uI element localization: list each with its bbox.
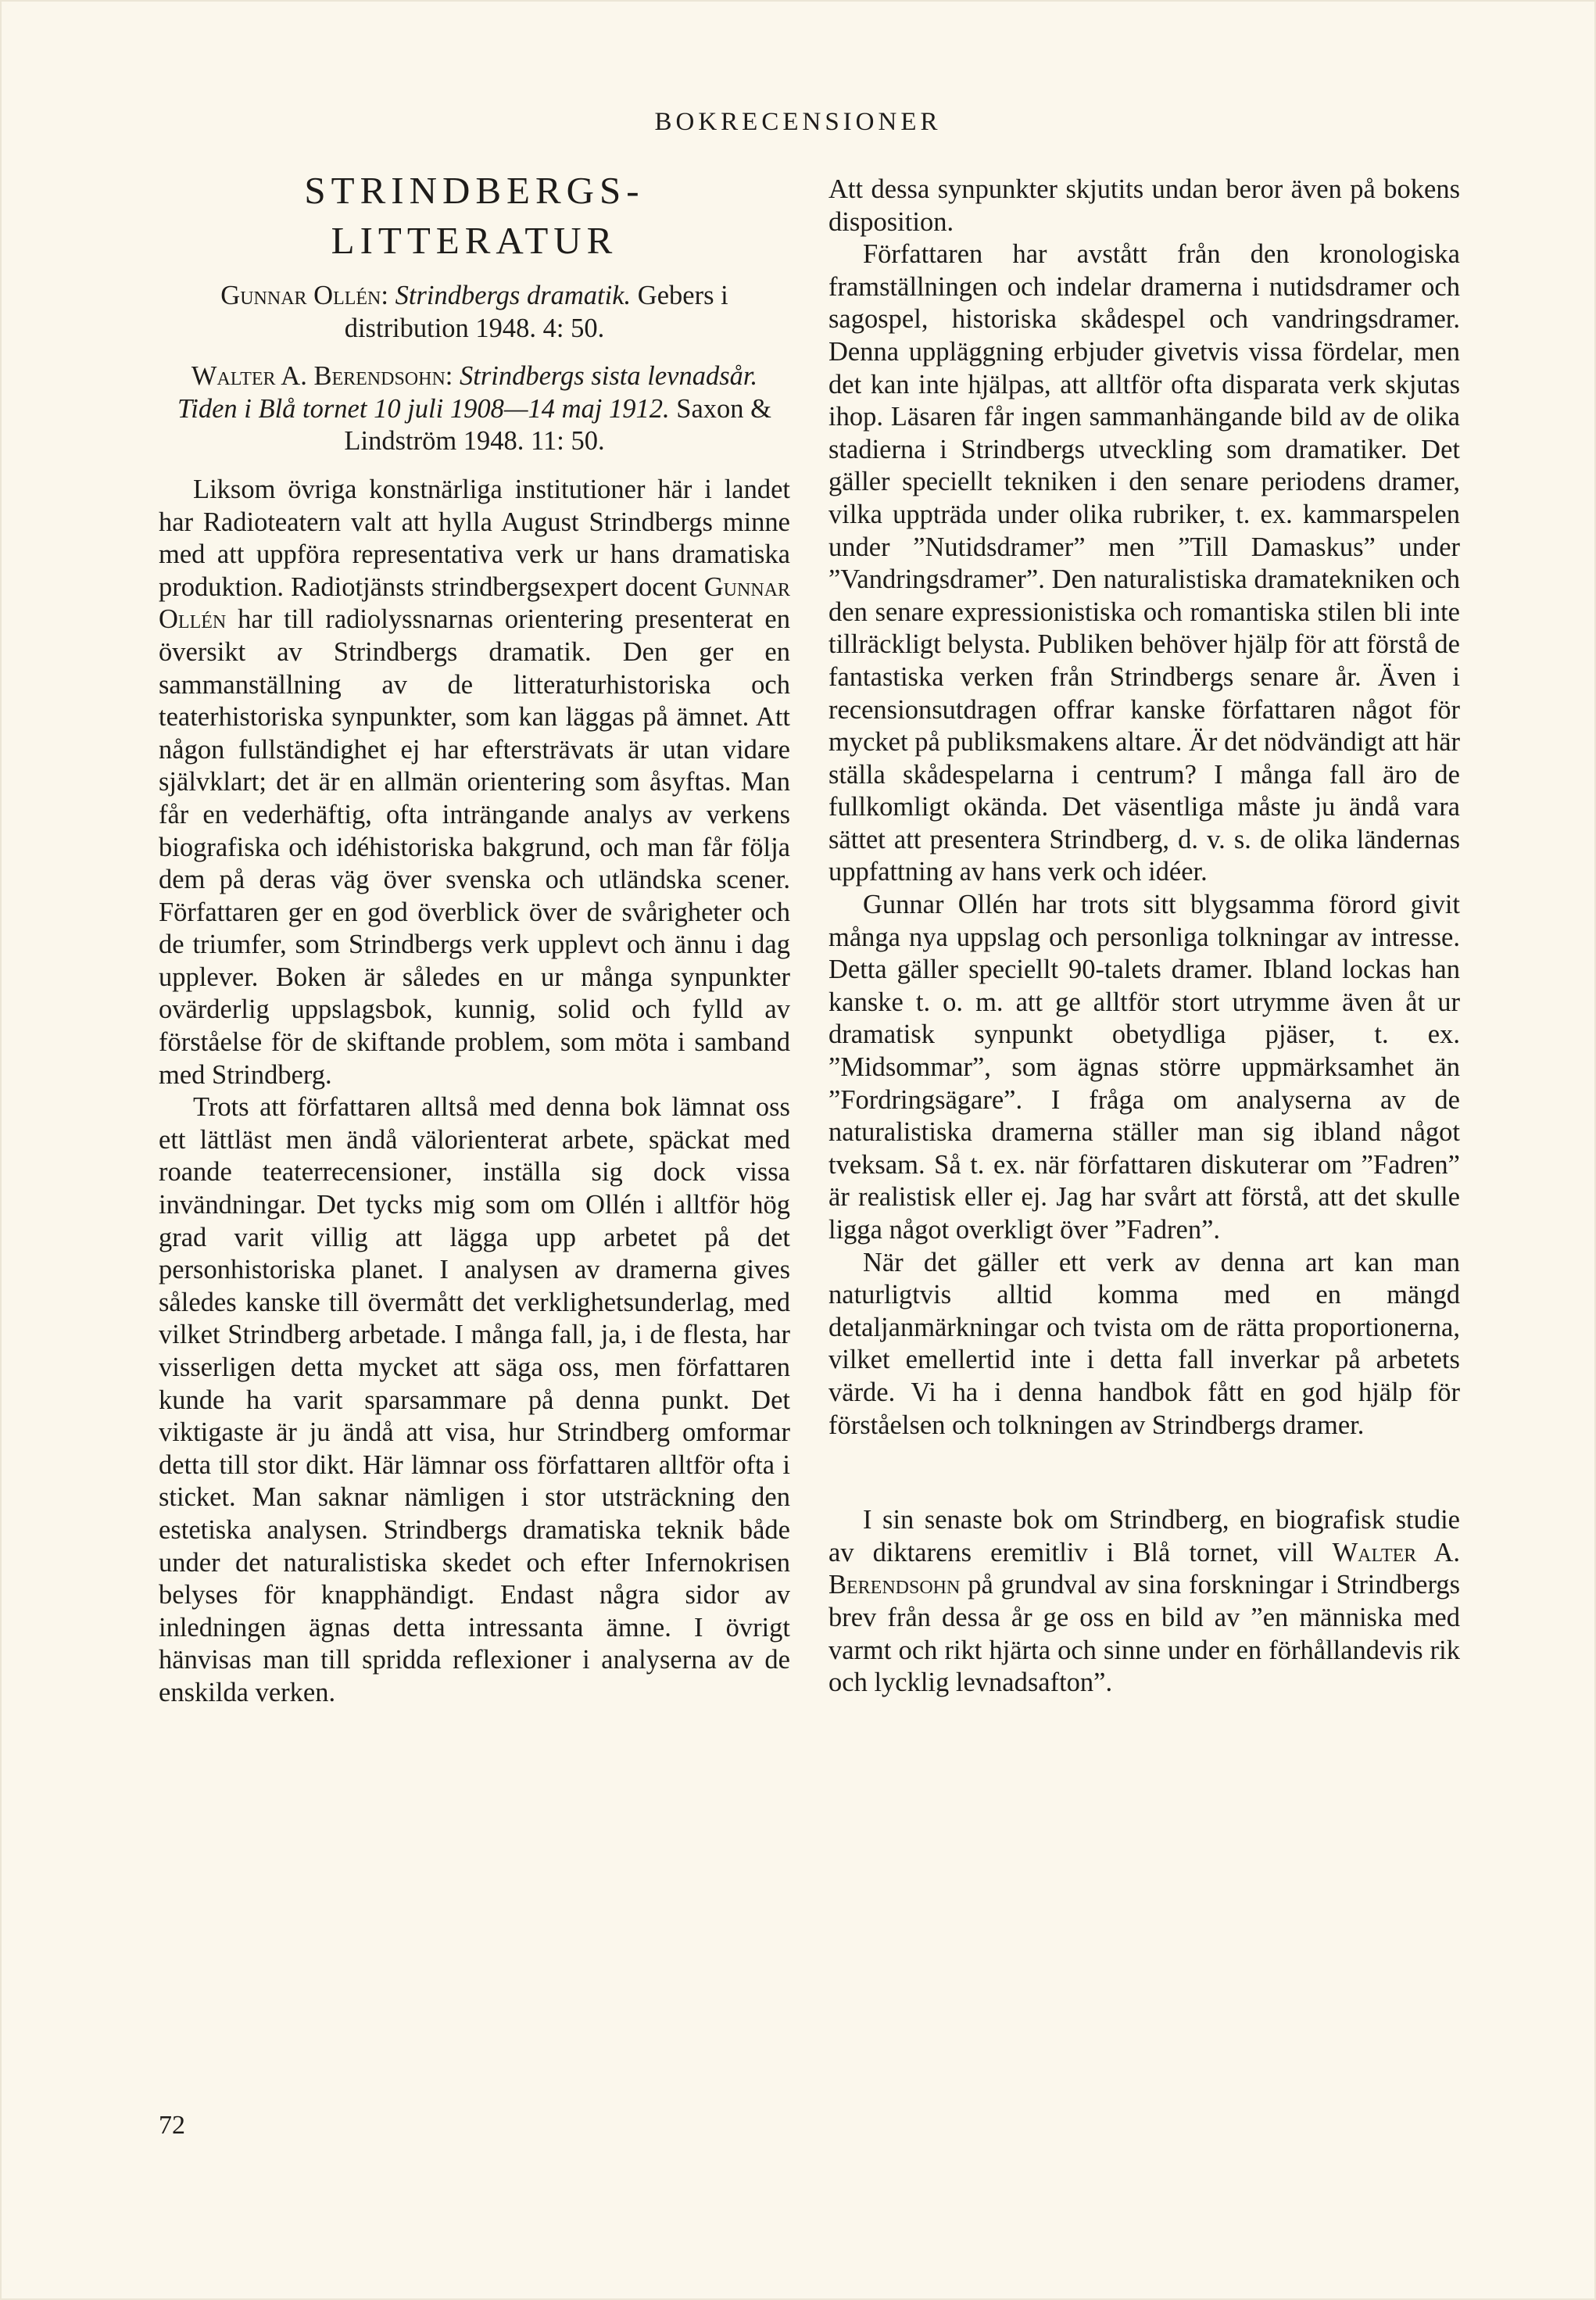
section-title-line-1: STRINDBERGS-	[304, 169, 645, 212]
author-name: Walter A. Berendsohn	[828, 1537, 1460, 1600]
paragraph-text: har till radiolyssnarnas orientering presenterat en översikt av Strindbergs dramatik. Den ger en sammanställning av de litteraturhistoriska och teaterhistoriska synpunkter, som kan läggas på ämnet. Att någon fullständighet ej har eftersträvats är utan vidare självklart; det är en allmän orientering som åsyftas. Man får en vederhäftig, ofta inträngande analys av verkens biografiska och idéhistoriska bakgrund, och man får följa dem på deras väg över svenska och utländska scener. Författaren ger en god överblick över de svårigheter och de triumfer, som Strindbergs verk upplevt och ännu i dag upplever. Boken är således en ur många synpunkter ovärderlig uppslagsbok, kunnig, solid och fylld av förståelse för de skiftande problem, som möta i samband med Strindberg.	[159, 604, 790, 1090]
author-name: Gunnar Ollén	[159, 571, 791, 635]
section-title-line-2: LITTERATUR	[331, 219, 618, 262]
bibliography-details: Gebers i distribution 1948. 4: 50.	[344, 281, 728, 343]
bibliography-details: Saxon & Lindström 1948. 11: 50.	[344, 393, 771, 457]
paragraph-text: Liksom övriga konstnärliga institutioner här i landet har Radioteatern valt att hylla August Strindbergs minne med att uppföra representativa verk ur hans dramatiska produktion. Radiotjänsts strindbergsexpert docent	[159, 474, 790, 602]
page-number: 72	[159, 2111, 185, 2140]
bibliography-entry-2	[159, 360, 790, 458]
body-paragraph	[159, 474, 790, 1091]
body-paragraph: Att dessa synpunkter skjutits undan beror även på bokens disposition.	[828, 174, 1460, 237]
running-head: BOKRECENSIONER	[654, 108, 942, 136]
body-paragraph	[828, 1504, 1460, 1700]
paragraph-text: på grundval av sina forskningar i Strindbergs brev från dessa år ge oss en bild av ”en människa med varmt och rikt hjärta och sinne under en förhållandevis rik och lycklig levnadsafton”.	[828, 1570, 1460, 1698]
bibliography-entry-1	[159, 280, 790, 345]
bibliography-author: Walter A. Berendsohn:	[191, 361, 453, 392]
body-paragraph: Författaren har avstått från den kronologiska framställningen och indelar dramerna i nutidsdramer och sagospel, historiska skådespel och vandringsdramer. Denna uppläggning erbjuder givetvis vissa fördelar, men det kan inte hjälpas, att alltför ofta disparata verk skjutas ihop. Läsaren får ingen sammanhängande bild av de olika stadierna i Strindbergs utveckling som dramatiker. Det gäller speciellt tekniken i den senare periodens dramer, vilka uppträda under olika rubriker, t. ex. kammarspelen under ”Nutidsdramer” men ”Till Damaskus” under ”Vandringsdramer”. Den naturalistiska dramatekniken och den senare expressionistiska och romantiska stilen bli inte tillräckligt belysta. Publiken behöver hjälp för att förstå de fantastiska verken från Strindbergs senare år. Även i recensionsutdragen offrar kanske författaren något för mycket på publiksmakens altare. Är det nödvändigt att här ställa skådespelarna i centrum? I många fall äro de fullkomligt okända. Det väsentliga måste ju ändå vara sättet att presentera Strindberg, d. v. s. de olika ländernas uppfattning av hans verk och idéer.	[828, 239, 1460, 887]
body-paragraph: När det gäller ett verk av denna art kan man naturligtvis alltid komma med en mängd detaljanmärkningar och tvista om de rätta proportionerna, vilket emellertid inte i detta fall inverkar på arbetets värde. Vi ha i denna handbok fått en god hjälp för förståelsen och tolkningen av Strindbergs dramer.	[828, 1247, 1460, 1440]
body-paragraph: Gunnar Ollén har trots sitt blygsamma förord givit många nya uppslag och personliga tolkningar av intresse. Detta gäller speciellt 90-talets dramer. Ibland lockas han kanske t. o. m. att ge alltför stort utrymme även åt ur dramatisk synpunkt obetydliga pjäser, t. ex. ”Midsommar”, som ägnas större uppmärksamhet än ”Fordringsägare”. I fråga om analyserna av de naturalistiska dramerna ställer man sig ibland något tveksam. Så t. ex. när författaren diskuterar om ”Fadren” är realistisk eller ej. Jag har svårt att förstå, att det skulle ligga något overkligt över ”Fadren”.	[828, 890, 1460, 1245]
bibliography-title: Strindbergs sista levnadsår. Tiden i Blå tornet 10 juli 1908—14 maj 1912.	[177, 361, 758, 424]
left-column	[159, 166, 790, 1710]
right-column	[828, 174, 1460, 1700]
bibliography-author: Gunnar Ollén:	[220, 281, 388, 310]
body-paragraph: Trots att författaren alltså med denna bok lämnat oss ett lättläst men ändå välorienterat arbete, späckat med roande teaterrecensioner, inställa sig dock vissa invändningar. Det tycks mig som om Ollén i alltför hög grad varit villig att lägga upp arbetet på det personhistoriska planet. I analysen av dramerna gives således kanske till övermått det verklighetsunderlag, med vilket Strindberg arbetade. I många fall, ja, i de flesta, har visserligen detta mycket att säga oss, men författaren kunde ha varit sparsammare på denna punkt. Det viktigaste är ju ändå att visa, hur Strindberg omformar detta till stor dikt. Här lämnar oss författaren alltför ofta i sticket. Man saknar nämligen i stor utsträckning den estetiska analysen. Strindbergs dramatiska teknik både under det naturalistiska skedet och efter Infernokrisen belyses för knapphändigt. Endast några sidor av inledningen ägnas detta intressanta ämne. I övrigt hänvisas man till spridda reflexioner i analyserna av de enskilda verken.	[159, 1092, 790, 1707]
bibliography-title: Strindbergs dramatik.	[395, 281, 632, 310]
paragraph-text: I sin senaste bok om Strindberg, en biografisk studie av diktarens eremitliv i Blå tornet, vill	[828, 1505, 1460, 1567]
section-title-block	[159, 166, 790, 266]
